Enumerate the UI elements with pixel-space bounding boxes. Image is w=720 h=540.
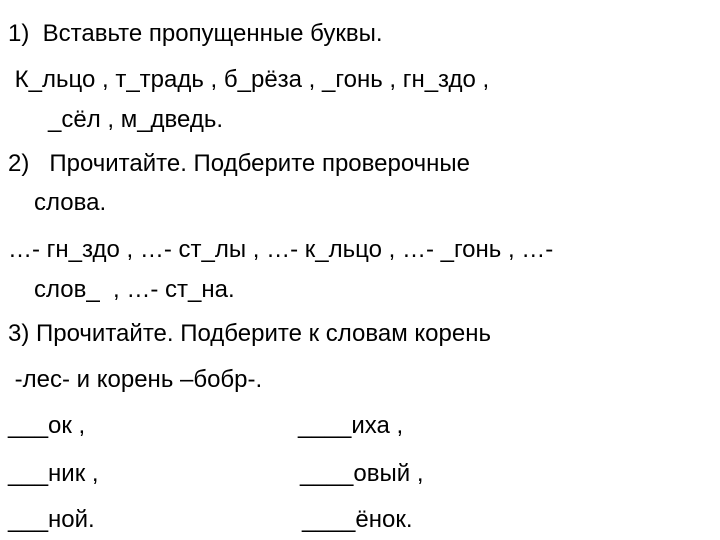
task-2-words-line-2: слов_ , …- ст_на. (34, 276, 235, 303)
task-1-words-line-2: _сёл , м_дведь. (48, 106, 224, 133)
task-3-roots: -лес- и корень –бобр-. (8, 366, 263, 393)
task-2-words-line-1: …- гн_здо , …- ст_лы , …- к_льцо , …- _гонь , …- (8, 236, 554, 263)
task-1-heading: 1) Вставьте пропущенные буквы. (8, 20, 383, 47)
task-3-heading: 3) Прочитайте. Подберите к словам корень (8, 320, 491, 347)
task-2-heading-cont: слова. (34, 189, 107, 216)
task-1-words-line-1: К_льцо , т_традь , б_рёза , _гонь , гн_здо , (8, 66, 490, 93)
task-3-row-1-left: ___ок , (8, 412, 86, 439)
task-3-row-3-left: ___ной. (8, 506, 95, 533)
task-3-row-2-right: ____овый , (300, 460, 424, 487)
task-3-row-3-right: ____ёнок. (302, 506, 413, 533)
task-3-row-2-left: ___ник , (8, 460, 99, 487)
task-2-heading: 2) Прочитайте. Подберите проверочные (8, 150, 470, 177)
task-3-row-1-right: ____иха , (298, 412, 404, 439)
